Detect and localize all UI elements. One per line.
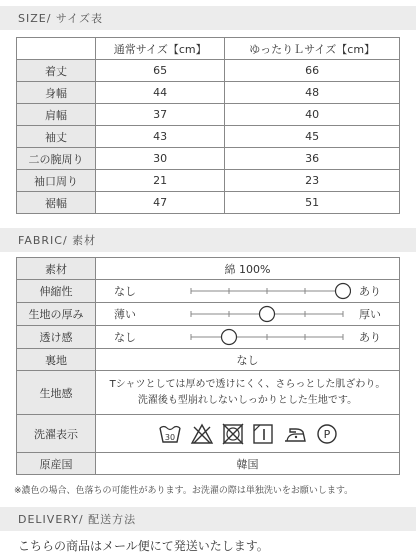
care-note: ※濃色の場合、色落ちの可能性があります。お洗濯の際は単独洗いをお願いします。 [14, 486, 354, 496]
size-normal-value: 37 [96, 104, 225, 126]
fabric-table [16, 257, 400, 475]
table-row [17, 415, 400, 453]
size-table-header-row [17, 38, 400, 60]
table-row [17, 371, 400, 415]
size-large-value: 23 [225, 170, 400, 192]
table-row [17, 349, 400, 371]
size-header-normal: 通常サイズ【cm】 [96, 38, 225, 60]
origin-label: 原産国 [17, 453, 96, 475]
stretch-left-label: なし [114, 285, 136, 298]
thickness-right-label: 厚い [359, 308, 381, 321]
material-value: 綿 100% [96, 258, 400, 280]
size-large-value: 66 [225, 60, 400, 82]
care-label: 洗濯表示 [17, 415, 96, 453]
size-row-label: 裾幅 [17, 192, 96, 214]
slider-marker [222, 330, 237, 345]
lining-value: なし [96, 349, 400, 371]
size-table-corner [17, 38, 96, 60]
size-row-label: 袖丈 [17, 126, 96, 148]
texture-line-1: Tシャツとしては厚めで透けにくく、さらっとした肌ざわり。 [109, 378, 386, 390]
delivery-section-header [0, 507, 416, 531]
size-section-header [0, 6, 416, 30]
transparency-right-label: あり [359, 331, 381, 344]
table-row [17, 280, 400, 303]
table-row [17, 453, 400, 475]
no-tumble-dry-icon [222, 423, 244, 445]
size-large-value: 48 [225, 82, 400, 104]
thickness-scale [96, 303, 400, 326]
transparency-slider [151, 327, 351, 347]
stretch-scale [96, 280, 400, 303]
table-row [17, 148, 400, 170]
size-row-label: 肩幅 [17, 104, 96, 126]
slider-marker [260, 307, 275, 322]
table-row [17, 126, 400, 148]
texture-line-2: 洗濯後も型崩れしないしっかりとした生地です。 [137, 394, 358, 406]
size-row-label: 着丈 [17, 60, 96, 82]
size-large-value: 51 [225, 192, 400, 214]
stretch-slider [151, 281, 351, 301]
thickness-slider [151, 304, 351, 324]
delivery-text: こちらの商品はメール便にて発送いたします。 [18, 539, 269, 553]
size-large-value: 45 [225, 126, 400, 148]
origin-value: 韓国 [96, 453, 400, 475]
stretch-label: 伸縮性 [17, 280, 96, 303]
material-label: 素材 [17, 258, 96, 280]
size-row-label: 袖口周り [17, 170, 96, 192]
table-row [17, 170, 400, 192]
transparency-scale [96, 326, 400, 349]
size-normal-value: 30 [96, 148, 225, 170]
texture-label: 生地感 [17, 371, 96, 415]
care-icons [96, 415, 400, 453]
table-row [17, 192, 400, 214]
transparency-left-label: なし [114, 331, 136, 344]
size-normal-value: 43 [96, 126, 225, 148]
size-normal-value: 21 [96, 170, 225, 192]
stretch-right-label: あり [359, 285, 381, 298]
table-row [17, 326, 400, 349]
size-large-value: 36 [225, 148, 400, 170]
low-iron-icon [282, 423, 308, 445]
table-row [17, 60, 400, 82]
table-row [17, 82, 400, 104]
slider-marker [336, 284, 351, 299]
delivery-section-title: DELIVERY/ 配送方法 [18, 513, 137, 526]
no-bleach-icon [190, 423, 214, 445]
size-section-title: SIZE/ サイズ表 [18, 12, 104, 25]
table-row [17, 303, 400, 326]
table-row [17, 104, 400, 126]
wash-30-icon [158, 423, 182, 445]
dry-clean-p-icon [316, 423, 338, 445]
fabric-section-header [0, 228, 416, 252]
wash-temp-text: 30 [164, 432, 175, 442]
lining-label: 裏地 [17, 349, 96, 371]
thickness-left-label: 薄い [114, 308, 136, 321]
dry-clean-letter: P [323, 427, 330, 441]
size-row-label: 身幅 [17, 82, 96, 104]
size-large-value: 40 [225, 104, 400, 126]
table-row [17, 258, 400, 280]
transparency-label: 透け感 [17, 326, 96, 349]
size-normal-value: 47 [96, 192, 225, 214]
size-table [16, 37, 400, 214]
size-normal-value: 44 [96, 82, 225, 104]
size-header-large: ゆったりＬサイズ【cm】 [225, 38, 400, 60]
size-normal-value: 65 [96, 60, 225, 82]
texture-description [96, 371, 400, 415]
thickness-label: 生地の厚み [17, 303, 96, 326]
size-row-label: 二の腕周り [17, 148, 96, 170]
fabric-section-title: FABRIC/ 素材 [18, 234, 97, 247]
hang-dry-icon [252, 423, 274, 445]
